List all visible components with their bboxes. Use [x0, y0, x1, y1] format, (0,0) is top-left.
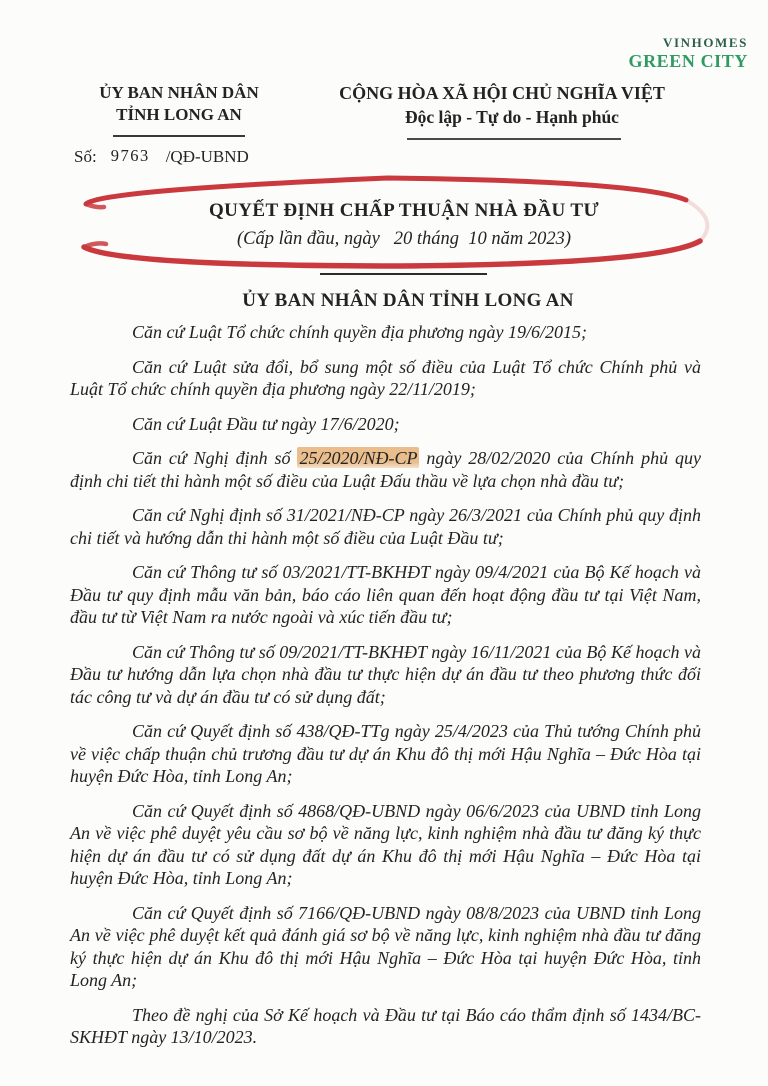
legal-basis-paragraph: Căn cứ Thông tư số 03/2021/TT-BKHĐT ngày 09/4/2021 của Bộ Kế hoạch và Đầu tư quy định mẫu văn bản, báo cáo liên quan đến hoạt động đầu tư tại Việt Nam, đầu tư từ Việt Nam ra nước ngoài và xúc tiến đầu tư; — [70, 562, 701, 627]
legal-basis-paragraph: Căn cứ Nghị định số 31/2021/NĐ-CP ngày 26/3/2021 của Chính phủ quy định chi tiết và hướng dẫn thi hành một số điều của Luật Đầu tư; — [70, 505, 701, 548]
vinhomes-green-city-logo — [628, 36, 748, 72]
highlighted-decree-number: 25/2020/NĐ-CP — [299, 448, 418, 468]
paragraph-text: ngày 28/02/2020 của Chính phủ quy định chi tiết thi hành một số điều của Luật Đấu thầu về lựa chọn nhà đầu tư; — [70, 448, 701, 491]
legal-basis-paragraph — [70, 447, 701, 492]
legal-basis-paragraph: Căn cứ Luật Đầu tư ngày 17/6/2020; — [132, 413, 400, 434]
national-motto-block — [288, 82, 702, 167]
legal-basis-paragraph: Căn cứ Quyết định số 4868/QĐ-UBND ngày 06/6/2023 của UBND tỉnh Long An về việc phê duyệt yêu cầu sơ bộ về năng lực, kinh nghiệm nhà đầu tư đăng ký thực hiện dự án đầu tư có sử dụng đất dự án Khu đô thị mới Hậu Nghĩa – Đức Hòa tại huyện Đức Hòa, tỉnh Long An; — [70, 800, 701, 888]
document-header — [70, 82, 702, 167]
section-heading: ỦY BAN NHÂN DÂN TỈNH LONG AN — [242, 290, 574, 311]
decision-title-block — [0, 166, 768, 276]
paragraph-text: Căn cứ Nghị định số — [132, 448, 298, 468]
decision-title-text-wrap — [40, 166, 768, 250]
legal-basis-paragraph: Căn cứ Quyết định số 438/QĐ-TTg ngày 25/4/2023 của Thủ tướng Chính phủ về việc chấp thuận chủ trương đầu tư dự án Khu đô thị mới Hậu Nghĩa – Đức Hòa tại huyện Đức Hòa, tỉnh Long An; — [70, 721, 701, 786]
document-number — [70, 147, 288, 167]
issuing-authority-line1: ỦY BAN NHÂN DÂN — [99, 83, 259, 102]
legal-basis-paragraph: Căn cứ Luật Tổ chức chính quyền địa phương ngày 19/6/2015; — [132, 322, 588, 342]
logo-green-city-text: GREEN CITY — [628, 50, 748, 71]
document-number-label: Số: — [74, 147, 97, 166]
republic-title: CỘNG HÒA XÃ HỘI CHỦ NGHĨA VIỆT — [339, 83, 665, 103]
legal-basis-paragraph: Căn cứ Thông tư số 09/2021/TT-BKHĐT ngày 16/11/2021 của Bộ Kế hoạch và Đầu tư hướng dẫn lựa chọn nhà đầu tư thực hiện dự án đầu tư theo phương thức đối tác công tư và dự án đầu tư có sử dụng đất; — [70, 641, 701, 707]
document-number-value: 9763 — [110, 146, 150, 165]
legal-basis-paragraph: Căn cứ Quyết định số 7166/QĐ-UBND ngày 08/8/2023 của UBND tỉnh Long An về việc phê duyệt kết quả đánh giá sơ bộ về năng lực, kinh nghiệm nhà đầu tư đăng ký thực hiện dự án Khu đô thị mới Hậu Nghĩa – Đức Hòa tại huyện Đức Hòa, tỉnh Long An; — [70, 902, 701, 990]
header-left-divider — [113, 135, 245, 137]
decision-subtitle: (Cấp lần đầu, ngày 20 tháng 10 năm 2023) — [236, 229, 571, 249]
header-right-divider — [407, 138, 621, 140]
title-divider — [320, 273, 487, 275]
legal-basis-paragraph: Theo đề nghị của Sở Kế hoạch và Đầu tư tại Báo cáo thẩm định số 1434/BC-SKHĐT ngày 13/10/2023. — [70, 1004, 701, 1047]
decision-title: QUYẾT ĐỊNH CHẤP THUẬN NHÀ ĐẦU TƯ — [208, 200, 600, 221]
logo-vinhomes-text: VINHOMES — [662, 35, 748, 50]
document-number-suffix: /QĐ-UBND — [165, 147, 249, 166]
issuing-authority-line2: TỈNH LONG AN — [116, 105, 242, 124]
national-motto: Độc lập - Tự do - Hạnh phúc — [405, 107, 619, 127]
legal-basis-paragraph: Căn cứ Luật sửa đổi, bổ sung một số điều của Luật Tổ chức Chính phủ và Luật Tổ chức chính quyền địa phương ngày 22/11/2019; — [70, 356, 701, 399]
legal-basis-section — [70, 321, 701, 1061]
issuing-authority-block — [70, 82, 288, 167]
